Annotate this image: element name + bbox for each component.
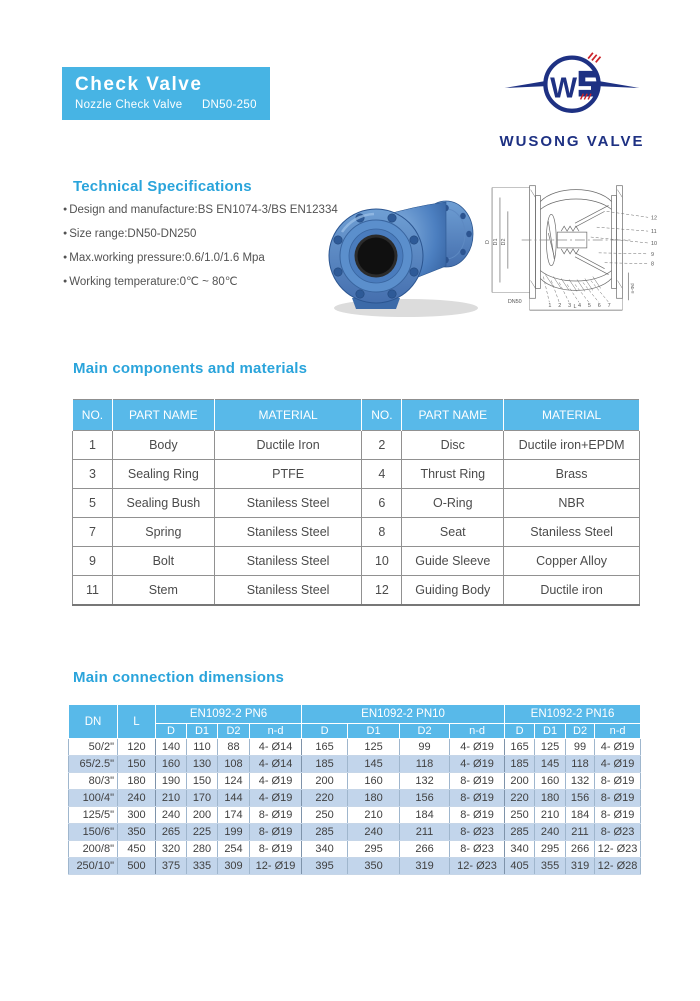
table-cell: 130 <box>187 756 218 773</box>
table-cell: 4 <box>362 460 402 489</box>
part-callout: 5 <box>587 303 591 310</box>
logo-monogram: W <box>550 72 578 105</box>
table-cell: 375 <box>156 858 187 875</box>
col-header-part-name: PART NAME <box>112 400 214 431</box>
subcol-d2: D2 <box>218 724 250 739</box>
table-cell: 4- Ø19 <box>450 739 505 756</box>
part-callout: 6 <box>597 303 601 310</box>
table-row <box>73 431 640 460</box>
table-cell: 500 <box>118 858 156 875</box>
table-cell: 6 <box>362 489 402 518</box>
table-cell: 185 <box>302 756 348 773</box>
table-cell: Guide Sleeve <box>402 547 504 576</box>
dim-label-nd: n-Φd <box>630 283 636 294</box>
col-header-material: MATERIAL <box>214 400 362 431</box>
section-heading-components: Main components and materials <box>73 360 308 377</box>
table-cell: 7 <box>73 518 113 547</box>
part-callout: 10 <box>651 240 658 247</box>
subcol-nd: n-d <box>450 724 505 739</box>
subcol-d1: D1 <box>348 724 400 739</box>
table-cell: 156 <box>566 790 595 807</box>
table-cell: 4- Ø19 <box>595 756 641 773</box>
table-cell: Bolt <box>112 547 214 576</box>
table-cell: 140 <box>156 739 187 756</box>
table-cell: O-Ring <box>402 489 504 518</box>
table-cell: 5 <box>73 489 113 518</box>
table-cell: 11 <box>73 576 113 606</box>
table-cell: 12- Ø28 <box>595 858 641 875</box>
table-cell: 10 <box>362 547 402 576</box>
table-cell: Body <box>112 431 214 460</box>
part-callout: 3 <box>568 303 572 310</box>
table-cell: 8- Ø19 <box>250 824 302 841</box>
table-cell: 8- Ø23 <box>450 824 505 841</box>
part-callout: 2 <box>558 303 562 310</box>
subcol-nd: n-d <box>595 724 641 739</box>
subcol-d: D <box>302 724 348 739</box>
table-cell: 199 <box>218 824 250 841</box>
table-cell: 4- Ø19 <box>595 739 641 756</box>
table-cell: 8 <box>362 518 402 547</box>
spec-item: ● Working temperature:0℃ ~ 80℃ <box>63 270 338 294</box>
table-cell: 125 <box>535 739 566 756</box>
table-cell: 320 <box>156 841 187 858</box>
spec-item: ● Size range:DN50-DN250 <box>63 222 338 246</box>
table-cell: 8- Ø19 <box>450 773 505 790</box>
dim-label-d: D <box>485 240 492 244</box>
dim-label-d2: D2 <box>500 238 507 246</box>
table-cell: 8- Ø19 <box>595 790 641 807</box>
table-cell: 125 <box>348 739 400 756</box>
table-cell: 165 <box>302 739 348 756</box>
table-row <box>69 790 641 807</box>
table-cell: 88 <box>218 739 250 756</box>
table-cell: 2 <box>362 431 402 460</box>
table-cell: Ductile iron <box>504 576 640 606</box>
table-cell: 210 <box>348 807 400 824</box>
group-header-pn16: EN1092-2 PN16 <box>505 705 641 724</box>
table-cell: 240 <box>118 790 156 807</box>
table-cell: 319 <box>566 858 595 875</box>
table-cell: 4- Ø14 <box>250 756 302 773</box>
table-cell: 8- Ø19 <box>595 807 641 824</box>
table-row <box>69 756 641 773</box>
table-cell: 319 <box>400 858 450 875</box>
table-cell: 4- Ø14 <box>250 739 302 756</box>
table-cell: 220 <box>505 790 535 807</box>
table-cell: 4- Ø19 <box>450 756 505 773</box>
table-row <box>69 841 641 858</box>
table-cell: 150 <box>187 773 218 790</box>
part-callout: 12 <box>651 215 658 222</box>
table-row <box>73 460 640 489</box>
table-cell: 240 <box>156 807 187 824</box>
logo-mark-icon <box>497 50 647 126</box>
table-cell: 250 <box>505 807 535 824</box>
subcol-nd: n-d <box>250 724 302 739</box>
table-cell: 125/5" <box>69 807 118 824</box>
col-header-no: NO. <box>362 400 402 431</box>
table-cell: 3 <box>73 460 113 489</box>
table-cell: 265 <box>156 824 187 841</box>
group-header-pn6: EN1092-2 PN6 <box>156 705 302 724</box>
table-row <box>73 576 640 606</box>
table-cell: 170 <box>187 790 218 807</box>
table-cell: 200 <box>302 773 348 790</box>
spec-item: ● Max.working pressure:0.6/1.0/1.6 Mpa <box>63 246 338 270</box>
table-cell: 132 <box>566 773 595 790</box>
table-cell: 8- Ø19 <box>595 773 641 790</box>
table-cell: 405 <box>505 858 535 875</box>
table-cell: Stem <box>112 576 214 606</box>
table-cell: 350 <box>348 858 400 875</box>
table-cell: 266 <box>566 841 595 858</box>
table-cell: 210 <box>535 807 566 824</box>
col-header-material: MATERIAL <box>504 400 640 431</box>
table-cell: Copper Alloy <box>504 547 640 576</box>
table-cell: NBR <box>504 489 640 518</box>
table-cell: 200 <box>505 773 535 790</box>
table-cell: 160 <box>348 773 400 790</box>
table-cell: Staniless Steel <box>214 518 362 547</box>
table-cell: 184 <box>566 807 595 824</box>
table-cell: 120 <box>118 739 156 756</box>
table-cell: 100/4" <box>69 790 118 807</box>
table-cell: 50/2" <box>69 739 118 756</box>
table-cell: 150/6" <box>69 824 118 841</box>
table-cell: 395 <box>302 858 348 875</box>
table-cell: 295 <box>535 841 566 858</box>
page-subtitle <box>75 99 270 111</box>
subcol-d: D <box>505 724 535 739</box>
table-cell: 295 <box>348 841 400 858</box>
table-cell: 8- Ø19 <box>250 807 302 824</box>
col-header-l: L <box>118 705 156 739</box>
table-cell: 150 <box>118 756 156 773</box>
table-cell: 8- Ø19 <box>250 841 302 858</box>
table-cell: 280 <box>187 841 218 858</box>
page-title: Check Valve <box>75 74 203 95</box>
col-header-dn: DN <box>69 705 118 739</box>
table-cell: 211 <box>400 824 450 841</box>
table-cell: Ductile Iron <box>214 431 362 460</box>
table-cell: 65/2.5" <box>69 756 118 773</box>
table-cell: Guiding Body <box>402 576 504 606</box>
table-cell: 250 <box>302 807 348 824</box>
table-cell: 144 <box>218 790 250 807</box>
part-callout: 11 <box>651 229 657 236</box>
table-cell: 99 <box>400 739 450 756</box>
table-cell: 4- Ø19 <box>250 773 302 790</box>
table-cell: Seat <box>402 518 504 547</box>
table-cell: 80/3" <box>69 773 118 790</box>
table-cell: Staniless Steel <box>504 518 640 547</box>
table-cell: 165 <box>505 739 535 756</box>
table-cell: 12- Ø23 <box>450 858 505 875</box>
table-cell: 180 <box>348 790 400 807</box>
table-cell: 132 <box>400 773 450 790</box>
table-cell: 174 <box>218 807 250 824</box>
table-cell: 12 <box>362 576 402 606</box>
table-cell: 1 <box>73 431 113 460</box>
title-banner <box>62 67 270 120</box>
table-cell: 8- Ø19 <box>450 790 505 807</box>
dim-label-dn: DN50 <box>507 299 522 306</box>
part-callout: 9 <box>651 251 655 258</box>
table-cell: Thrust Ring <box>402 460 504 489</box>
table-cell: 180 <box>535 790 566 807</box>
table-cell: 8- Ø23 <box>595 824 641 841</box>
table-row <box>73 547 640 576</box>
valve-photo <box>322 180 490 325</box>
table-cell: 220 <box>302 790 348 807</box>
components-table <box>72 399 640 606</box>
table-cell: Sealing Bush <box>112 489 214 518</box>
dimensions-table <box>68 704 641 875</box>
col-header-part-name: PART NAME <box>402 400 504 431</box>
company-logo <box>487 50 657 150</box>
table-cell: 240 <box>348 824 400 841</box>
table-cell: 254 <box>218 841 250 858</box>
part-callout: 7 <box>607 303 611 310</box>
table-cell: 110 <box>187 739 218 756</box>
table-cell: PTFE <box>214 460 362 489</box>
table-cell: 145 <box>348 756 400 773</box>
table-cell: 335 <box>187 858 218 875</box>
table-cell: 450 <box>118 841 156 858</box>
table-cell: 200 <box>187 807 218 824</box>
table-cell: 8- Ø19 <box>450 807 505 824</box>
table-cell: 12- Ø19 <box>250 858 302 875</box>
dim-label-l: L <box>573 304 577 311</box>
table-cell: 124 <box>218 773 250 790</box>
table-cell: 4- Ø19 <box>250 790 302 807</box>
subcol-d1: D1 <box>187 724 218 739</box>
table-cell: 180 <box>118 773 156 790</box>
table-cell: Spring <box>112 518 214 547</box>
spec-list <box>63 198 338 294</box>
section-heading-specs: Technical Specifications <box>73 178 252 195</box>
table-row <box>69 773 641 790</box>
table-cell: 184 <box>400 807 450 824</box>
subcol-d2: D2 <box>400 724 450 739</box>
col-header-no: NO. <box>73 400 113 431</box>
brand-name: WUSONG VALVE <box>499 133 645 150</box>
table-row <box>69 824 641 841</box>
table-cell: 340 <box>505 841 535 858</box>
subcol-d1: D1 <box>535 724 566 739</box>
table-cell: 266 <box>400 841 450 858</box>
table-row <box>73 518 640 547</box>
table-cell: 108 <box>218 756 250 773</box>
table-cell: 300 <box>118 807 156 824</box>
table-cell: 225 <box>187 824 218 841</box>
table-row <box>73 489 640 518</box>
table-header-row <box>69 705 641 724</box>
table-cell: Ductile iron+EPDM <box>504 431 640 460</box>
table-cell: 340 <box>302 841 348 858</box>
table-cell: Brass <box>504 460 640 489</box>
table-header-row <box>73 400 640 431</box>
table-cell: Staniless Steel <box>214 576 362 606</box>
table-row <box>69 807 641 824</box>
table-cell: 12- Ø23 <box>595 841 641 858</box>
table-cell: Staniless Steel <box>214 547 362 576</box>
subcol-d2: D2 <box>566 724 595 739</box>
table-cell: 145 <box>535 756 566 773</box>
table-cell: 285 <box>505 824 535 841</box>
table-cell: Staniless Steel <box>214 489 362 518</box>
table-cell: 8- Ø23 <box>450 841 505 858</box>
table-cell: 156 <box>400 790 450 807</box>
size-range-badge: DN50-250 <box>201 99 257 111</box>
table-row <box>69 858 641 875</box>
section-heading-dimensions: Main connection dimensions <box>73 669 285 686</box>
table-cell: 118 <box>566 756 595 773</box>
table-cell: 118 <box>400 756 450 773</box>
subcol-d: D <box>156 724 187 739</box>
table-cell: 190 <box>156 773 187 790</box>
table-cell: 210 <box>156 790 187 807</box>
table-cell: 160 <box>156 756 187 773</box>
table-cell: Disc <box>402 431 504 460</box>
product-type: Nozzle Check Valve <box>75 99 183 111</box>
table-cell: 211 <box>566 824 595 841</box>
table-cell: 200/8" <box>69 841 118 858</box>
table-cell: 250/10" <box>69 858 118 875</box>
table-cell: 285 <box>302 824 348 841</box>
table-cell: 240 <box>535 824 566 841</box>
table-cell: Sealing Ring <box>112 460 214 489</box>
table-cell: 350 <box>118 824 156 841</box>
valve-section-drawing <box>480 162 670 320</box>
table-row <box>69 739 641 756</box>
part-callout: 1 <box>548 303 552 310</box>
dim-label-d1: D1 <box>492 238 499 246</box>
table-cell: 9 <box>73 547 113 576</box>
table-cell: 309 <box>218 858 250 875</box>
group-header-pn10: EN1092-2 PN10 <box>302 705 505 724</box>
spec-item: ● Design and manufacture:BS EN1074-3/BS EN12334 <box>63 198 338 222</box>
table-cell: 99 <box>566 739 595 756</box>
part-callout: 4 <box>577 303 581 310</box>
table-cell: 160 <box>535 773 566 790</box>
part-callout: 8 <box>651 261 655 268</box>
table-cell: 185 <box>505 756 535 773</box>
table-cell: 355 <box>535 858 566 875</box>
